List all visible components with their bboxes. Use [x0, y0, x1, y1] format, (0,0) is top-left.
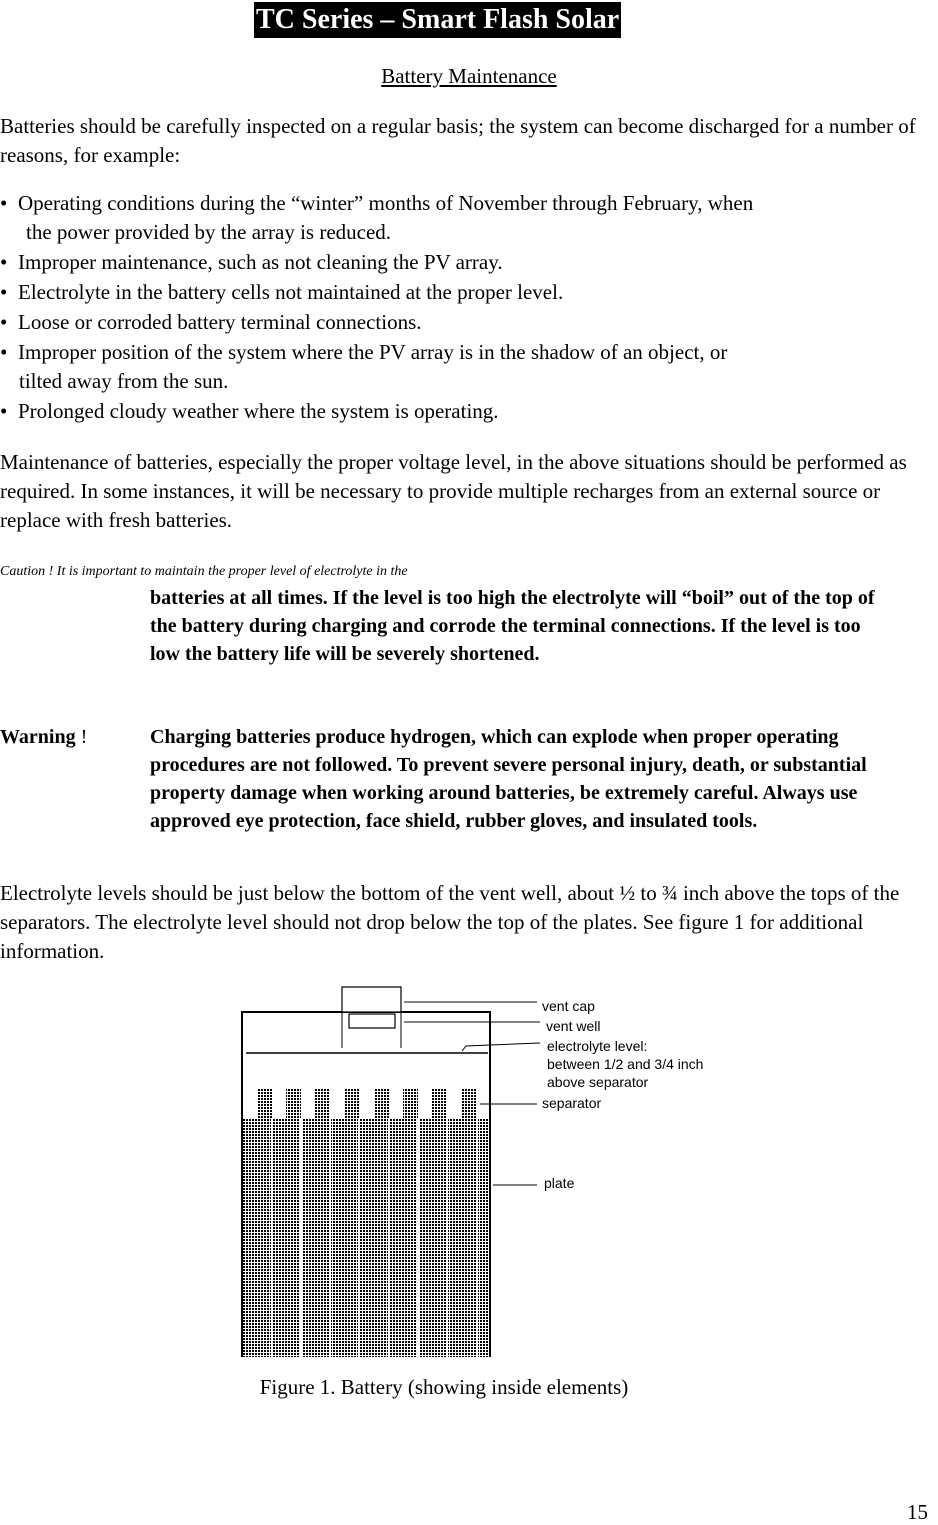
- page-title: TC Series – Smart Flash Solar: [254, 2, 621, 38]
- caution-lead: Caution ! It is important to maintain the proper level of electrolyte in the: [0, 564, 408, 579]
- bullet-icon: •: [0, 191, 8, 215]
- bullet-icon: •: [0, 310, 8, 334]
- list-item: • Operating conditions during the “winter” months of November through February, when the power provided by the array is reduced.: [0, 191, 754, 244]
- list-item: • Improper maintenance, such as not cleaning the PV array.: [0, 248, 936, 277]
- vent-well-icon: [349, 1014, 395, 1028]
- bullet-list: [0, 189, 936, 427]
- bullet-icon: •: [0, 340, 8, 364]
- maintenance-paragraph: Maintenance of batteries, especially the proper voltage level, in the above situations should be performed as required. In some instances, it will be necessary to provide multiple recharges from an external source or replace with fresh batteries.: [0, 450, 907, 532]
- bullet-icon: •: [0, 250, 8, 274]
- electrolyte-levels-paragraph: Electrolyte levels should be just below the bottom of the vent well, about ½ to ¾ inch above the tops of the separators. The electrolyte level should not drop below the top of the plates. See figure 1 for additional information.: [0, 881, 900, 963]
- plate-label: plate: [544, 1175, 575, 1191]
- battery-diagram: [0, 980, 938, 1370]
- list-item: • Prolonged cloudy weather where the system is operating.: [0, 397, 936, 426]
- caution-text: batteries at all times. If the level is too high the electrolyte will “boil” out of the top of the battery during charging and corrode the terminal connections. If the level is too low the battery life will be severely shortened.: [150, 587, 875, 665]
- list-item: • Electrolyte in the battery cells not maintained at the proper level.: [0, 278, 936, 307]
- warning-label: Warning !: [0, 726, 88, 748]
- separator-label: separator: [542, 1095, 602, 1111]
- page-number: 15: [907, 1500, 928, 1524]
- vent-cap-icon: [342, 987, 401, 1012]
- vent-cap-label: vent cap: [542, 998, 595, 1014]
- list-item: • Improper position of the system where the PV array is in the shadow of an object, or tilted away from the sun.: [0, 340, 728, 393]
- electrolyte-label: between 1/2 and 3/4 inch: [547, 1056, 704, 1072]
- figure-caption: Figure 1. Battery (showing inside elements): [259, 1375, 629, 1399]
- bullet-icon: •: [0, 280, 8, 304]
- bullet-icon: •: [0, 399, 8, 423]
- warning-text: Charging batteries produce hydrogen, which can explode when proper operating procedures are not followed. To prevent severe personal injury, death, or substantial property damage when working around batteries, be extremely careful. Always use approved eye protection, face shield, rubber gloves, and insulated tools.: [150, 726, 867, 832]
- list-item: • Loose or corroded battery terminal connections.: [0, 308, 936, 337]
- section-title: Battery Maintenance: [381, 64, 557, 88]
- electrolyte-label: electrolyte level:: [547, 1038, 648, 1054]
- vent-well-label: vent well: [546, 1018, 601, 1034]
- intro-paragraph: Batteries should be carefully inspected on a regular basis; the system can become discharged for a number of reasons, for example:: [0, 114, 916, 167]
- electrolyte-label: above separator: [547, 1074, 649, 1090]
- plates-icon: [242, 1089, 489, 1357]
